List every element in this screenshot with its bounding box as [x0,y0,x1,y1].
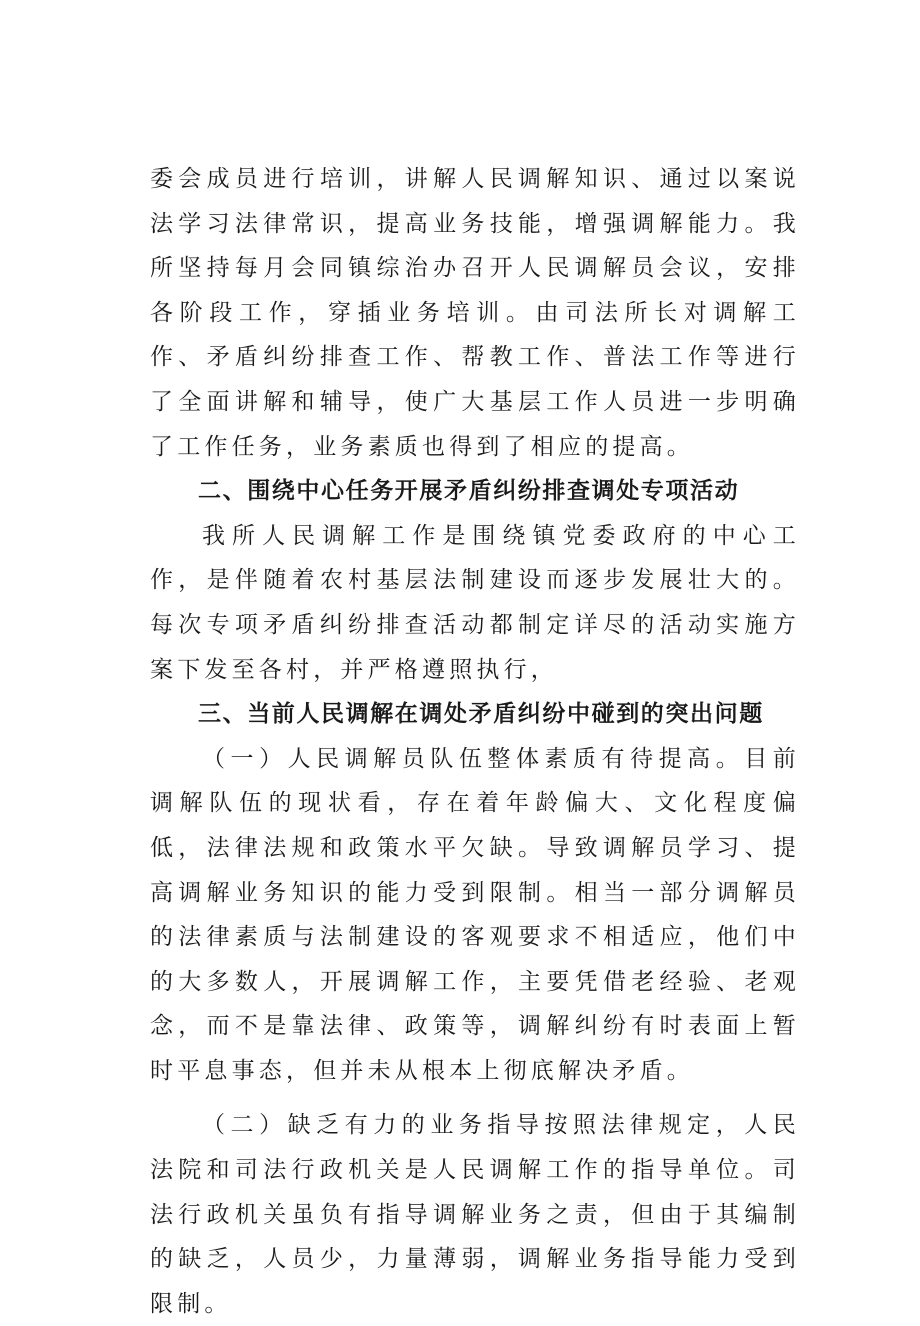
section-heading-2: 二、围绕中心任务开展矛盾纠纷排查调处专项活动 [198,478,740,505]
paragraph-section-2: 我所人民调解工作是围绕镇党委政府的中心工作，是伴随着农村基层法制建设而逐步发展壮大的。每次专项矛盾纠纷排查活动都制定详尽的活动实施方案下发至各村，并严格遵照执行， [150,522,800,683]
section-heading-3: 三、当前人民调解在调处矛盾纠纷中碰到的突出问题 [198,701,764,728]
paragraph-issue-1: （一）人民调解员队伍整体素质有待提高。目前调解队伍的现状看，存在着年龄偏大、文化程度偏低，法律法规和政策水平欠缺。导致调解员学习、提高调解业务知识的能力受到限制。相当一部分调解员的法律素质与法制建设的客观要求不相适应，他们中的大多数人，开展调解工作，主要凭借老经验、老观念，而不是靠法律、政策等，调解纠纷有时表面上暂时平息事态，但并未从根本上彻底解决矛盾。 [150,745,800,1084]
paragraph-issue-2: （二）缺乏有力的业务指导按照法律规定，人民法院和司法行政机关是人民调解工作的指导单位。司法行政机关虽负有指导调解业务之责，但由于其编制的缺乏，人员少，力量薄弱，调解业务指导能力受到限制。 [150,1112,800,1317]
document-body [150,157,800,1326]
paragraph-spacer [150,1093,800,1103]
paragraph-continuation: 委会成员进行培训，讲解人民调解知识、通过以案说法学习法律常识，提高业务技能，增强调解能力。我所坚持每月会同镇综治办召开人民调解员会议，安排各阶段工作，穿插业务培训。由司法所长对调解工作、矛盾纠纷排查工作、帮教工作、普法工作等进行了全面讲解和辅导，使广大基层工作人员进一步明确了工作任务，业务素质也得到了相应的提高。 [150,166,800,460]
